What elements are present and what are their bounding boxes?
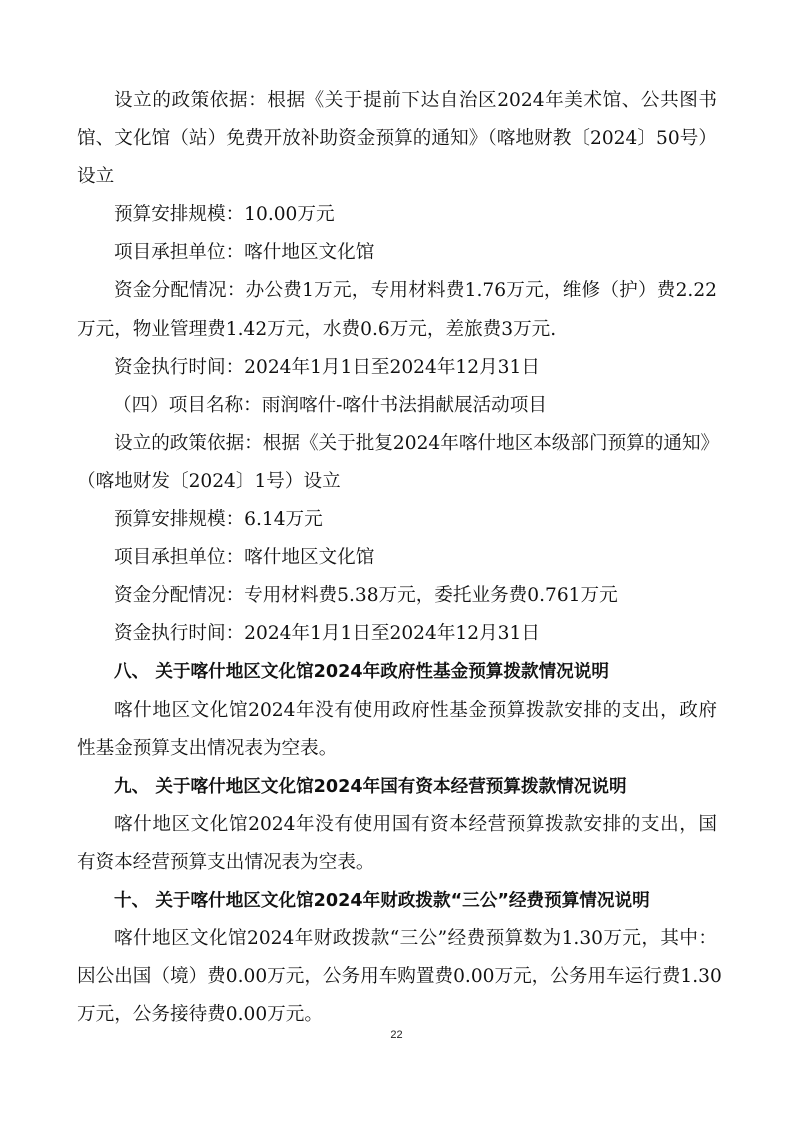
project-unit: 项目承担单位：喀什地区文化馆 (114, 242, 375, 264)
three-public-line-3: 万元，公务接待费0.00万元。 (77, 1004, 323, 1026)
state-capital-line-1: 喀什地区文化馆2024年没有使用国有资本经营预算拨款安排的支出，国 (114, 813, 717, 835)
execution-time: 资金执行时间：2024年1月1日至2024年12月31日 (114, 356, 540, 378)
section-heading-9: 九、 关于喀什地区文化馆2024年国有资本经营预算拨款情况说明 (114, 776, 627, 797)
three-public-line-2: 因公出国（境）费0.00万元，公务用车购置费0.00万元，公务用车运行费1.30 (77, 966, 722, 988)
page-body (77, 82, 722, 1034)
gov-fund-line-2: 性基金预算支出情况表为空表。 (77, 737, 338, 759)
fund-allocation-line-1: 资金分配情况：办公费1万元，专用材料费1.76万元，维修（护）费2.22 (114, 280, 717, 302)
page-number: 22 (390, 1029, 403, 1041)
budget-scale: 预算安排规模：10.00万元 (114, 204, 335, 226)
policy-basis-2-line-2: （喀地财发〔2024〕1号）设立 (77, 470, 341, 492)
policy-basis-line-1: 设立的政策依据：根据《关于提前下达自治区2024年美术馆、公共图书 (114, 90, 717, 111)
gov-fund-line-1: 喀什地区文化馆2024年没有使用政府性基金预算拨款安排的支出，政府 (114, 699, 717, 721)
budget-scale-2: 预算安排规模：6.14万元 (114, 509, 323, 531)
policy-basis-2-line-1: 设立的政策依据：根据《关于批复2024年喀什地区本级部门预算的通知》 (114, 432, 720, 454)
policy-basis-line-2: 馆、文化馆（站）免费开放补助资金预算的通知》（喀地财教〔2024〕50号） (77, 128, 717, 150)
fund-allocation-2: 资金分配情况：专用材料费5.38万元，委托业务费0.761万元 (114, 585, 618, 607)
fund-allocation-line-2: 万元，物业管理费1.42万元，水费0.6万元，差旅费3万元. (77, 318, 557, 340)
state-capital-line-2: 有资本经营预算支出情况表为空表。 (77, 851, 375, 873)
three-public-line-1: 喀什地区文化馆2024年财政拨款“三公”经费预算数为1.30万元，其中： (114, 928, 717, 950)
policy-basis-line-3: 设立 (77, 166, 115, 188)
project-unit-2: 项目承担单位：喀什地区文化馆 (114, 547, 375, 569)
section-heading-10: 十、 关于喀什地区文化馆2024年财政拨款“三公”经费预算情况说明 (114, 890, 650, 911)
section-heading-8: 八、 关于喀什地区文化馆2024年政府性基金预算拨款情况说明 (114, 662, 609, 683)
project-name-4: （四）项目名称：雨润喀什-喀什书法捐献展活动项目 (113, 394, 547, 416)
execution-time-2: 资金执行时间：2024年1月1日至2024年12月31日 (114, 623, 540, 645)
